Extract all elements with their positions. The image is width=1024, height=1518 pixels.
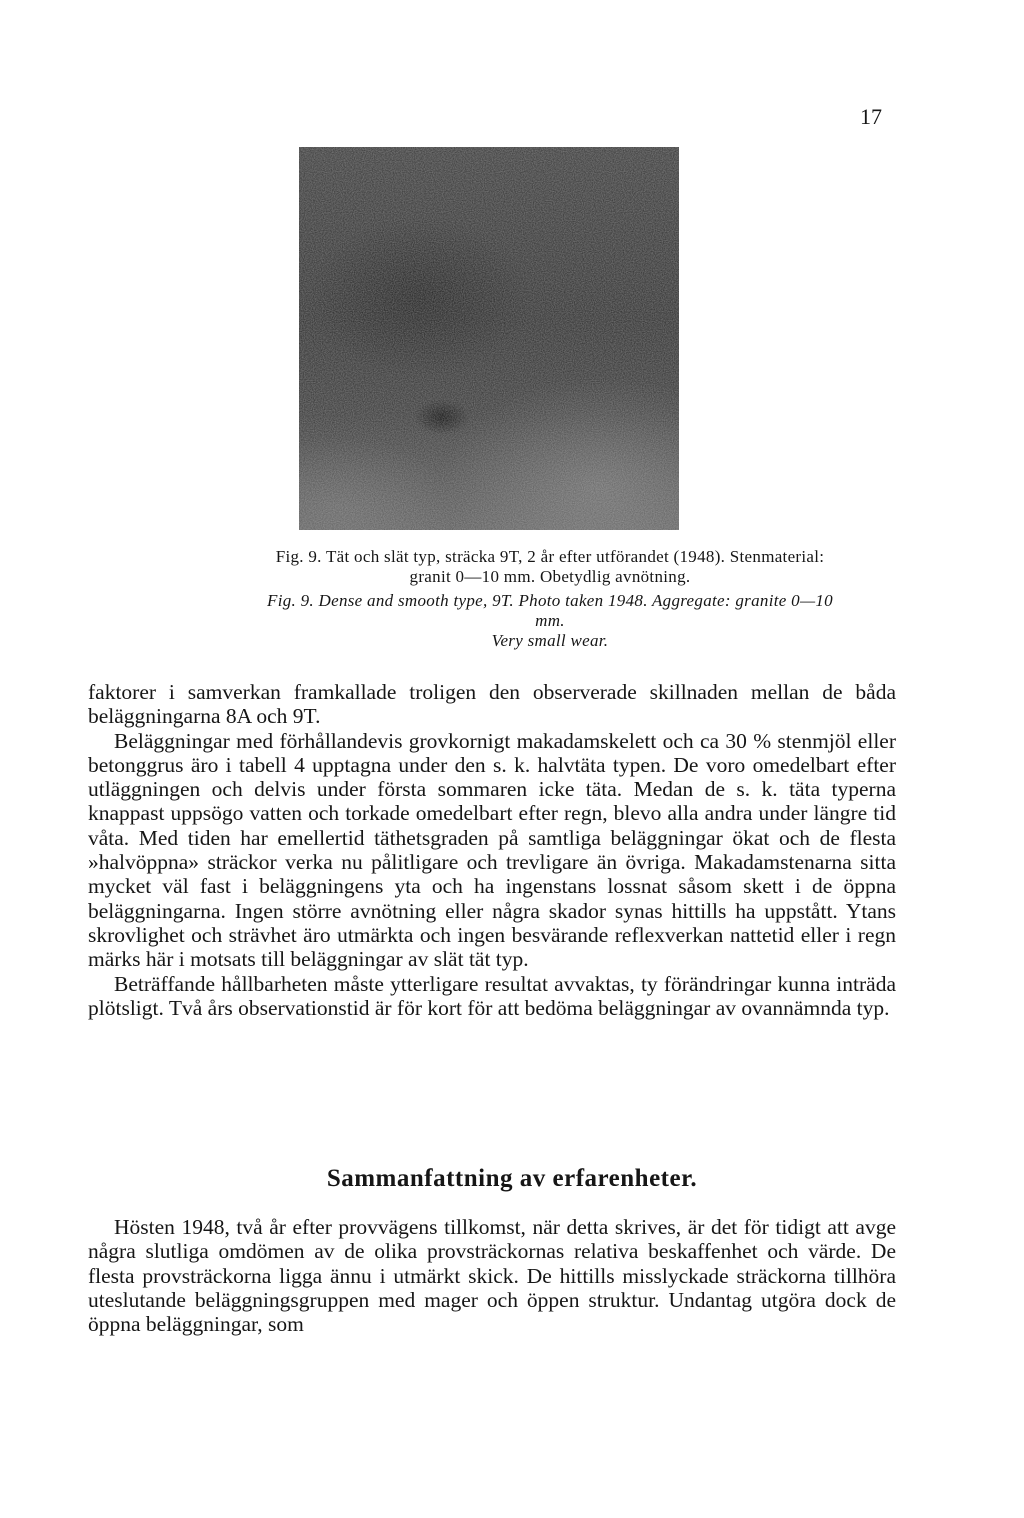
caption-line: Fig. 9. Dense and smooth type, 9T. Photo taken 1948. Aggregate: granite 0—10 mm. [267, 591, 833, 630]
body-text [88, 680, 896, 1020]
photo-grain [299, 147, 679, 530]
caption-line: Fig. 9. Tät och slät typ, sträcka 9T, 2 år efter utförandet (1948). Stenmaterial: [275, 547, 825, 566]
paragraph: Beträffande hållbarheten måste ytterligare resultat avvaktas, ty förändringar kunna inträda plötsligt. Två års observationstid är för kort för att bedöma beläggningar av ovannämnda typ. [88, 971, 896, 1020]
caption-line: Very small wear. [491, 631, 609, 650]
page-number: 17 [860, 104, 882, 129]
section-heading: Sammanfattning av erfarenheter. [326, 1165, 698, 1192]
paragraph: Hösten 1948, två år efter provvägens tillkomst, när detta skrives, är det för tidigt att avge några slutliga omdömen av de olika provsträckornas relativa beskaffenhet och värde. De flesta provsträckorna ligga ännu i utmärkt skick. De hittills misslyckade sträckorna tillhöra uteslutande beläggningsgruppen med mager och öppen struktur. Undantag utgöra dock de öppna beläggningar, som [88, 1215, 896, 1337]
section-body [88, 1215, 896, 1336]
figure-caption-english [250, 591, 850, 651]
caption-line: granit 0—10 mm. Obetydlig avnötning. [409, 567, 691, 586]
paragraph: Beläggningar med förhållandevis grovkornigt makadamskelett och ca 30 % stenmjöl eller betonggrus äro i tabell 4 upptagna under den s. k. halvtäta typen. De voro omedelbart efter utläggningen och delvis under första sommaren icke täta. Medan de s. k. täta typerna knappast uppsögo vatten och torkade omedelbart efter regn, blevo alla andra under längre tid våta. Med tiden har emellertid täthetsgraden på samtliga beläggningar ökat och de flesta »halvöppna» sträckor verka nu pålitligare och trevligare än övriga. Makadamstenarna sitta mycket väl fast i beläggningens yta och ha ingenstans lossnat såsom skett i de öppna beläggningarna. Ingen större avnötning eller några skador synas hittills ha uppstått. Ytans skrovlighet och strävhet äro utmärkta och ingen besvärande reflexverkan nattetid eller i regn märks här i motsats till beläggningar av slät tät typ. [88, 728, 896, 972]
pavement-photo [299, 147, 679, 530]
paragraph: faktorer i samverkan framkallade troligen den observerade skillnaden mellan de båda beläggningarna 8A och 9T. [88, 680, 896, 729]
figure-caption-swedish [250, 547, 850, 587]
